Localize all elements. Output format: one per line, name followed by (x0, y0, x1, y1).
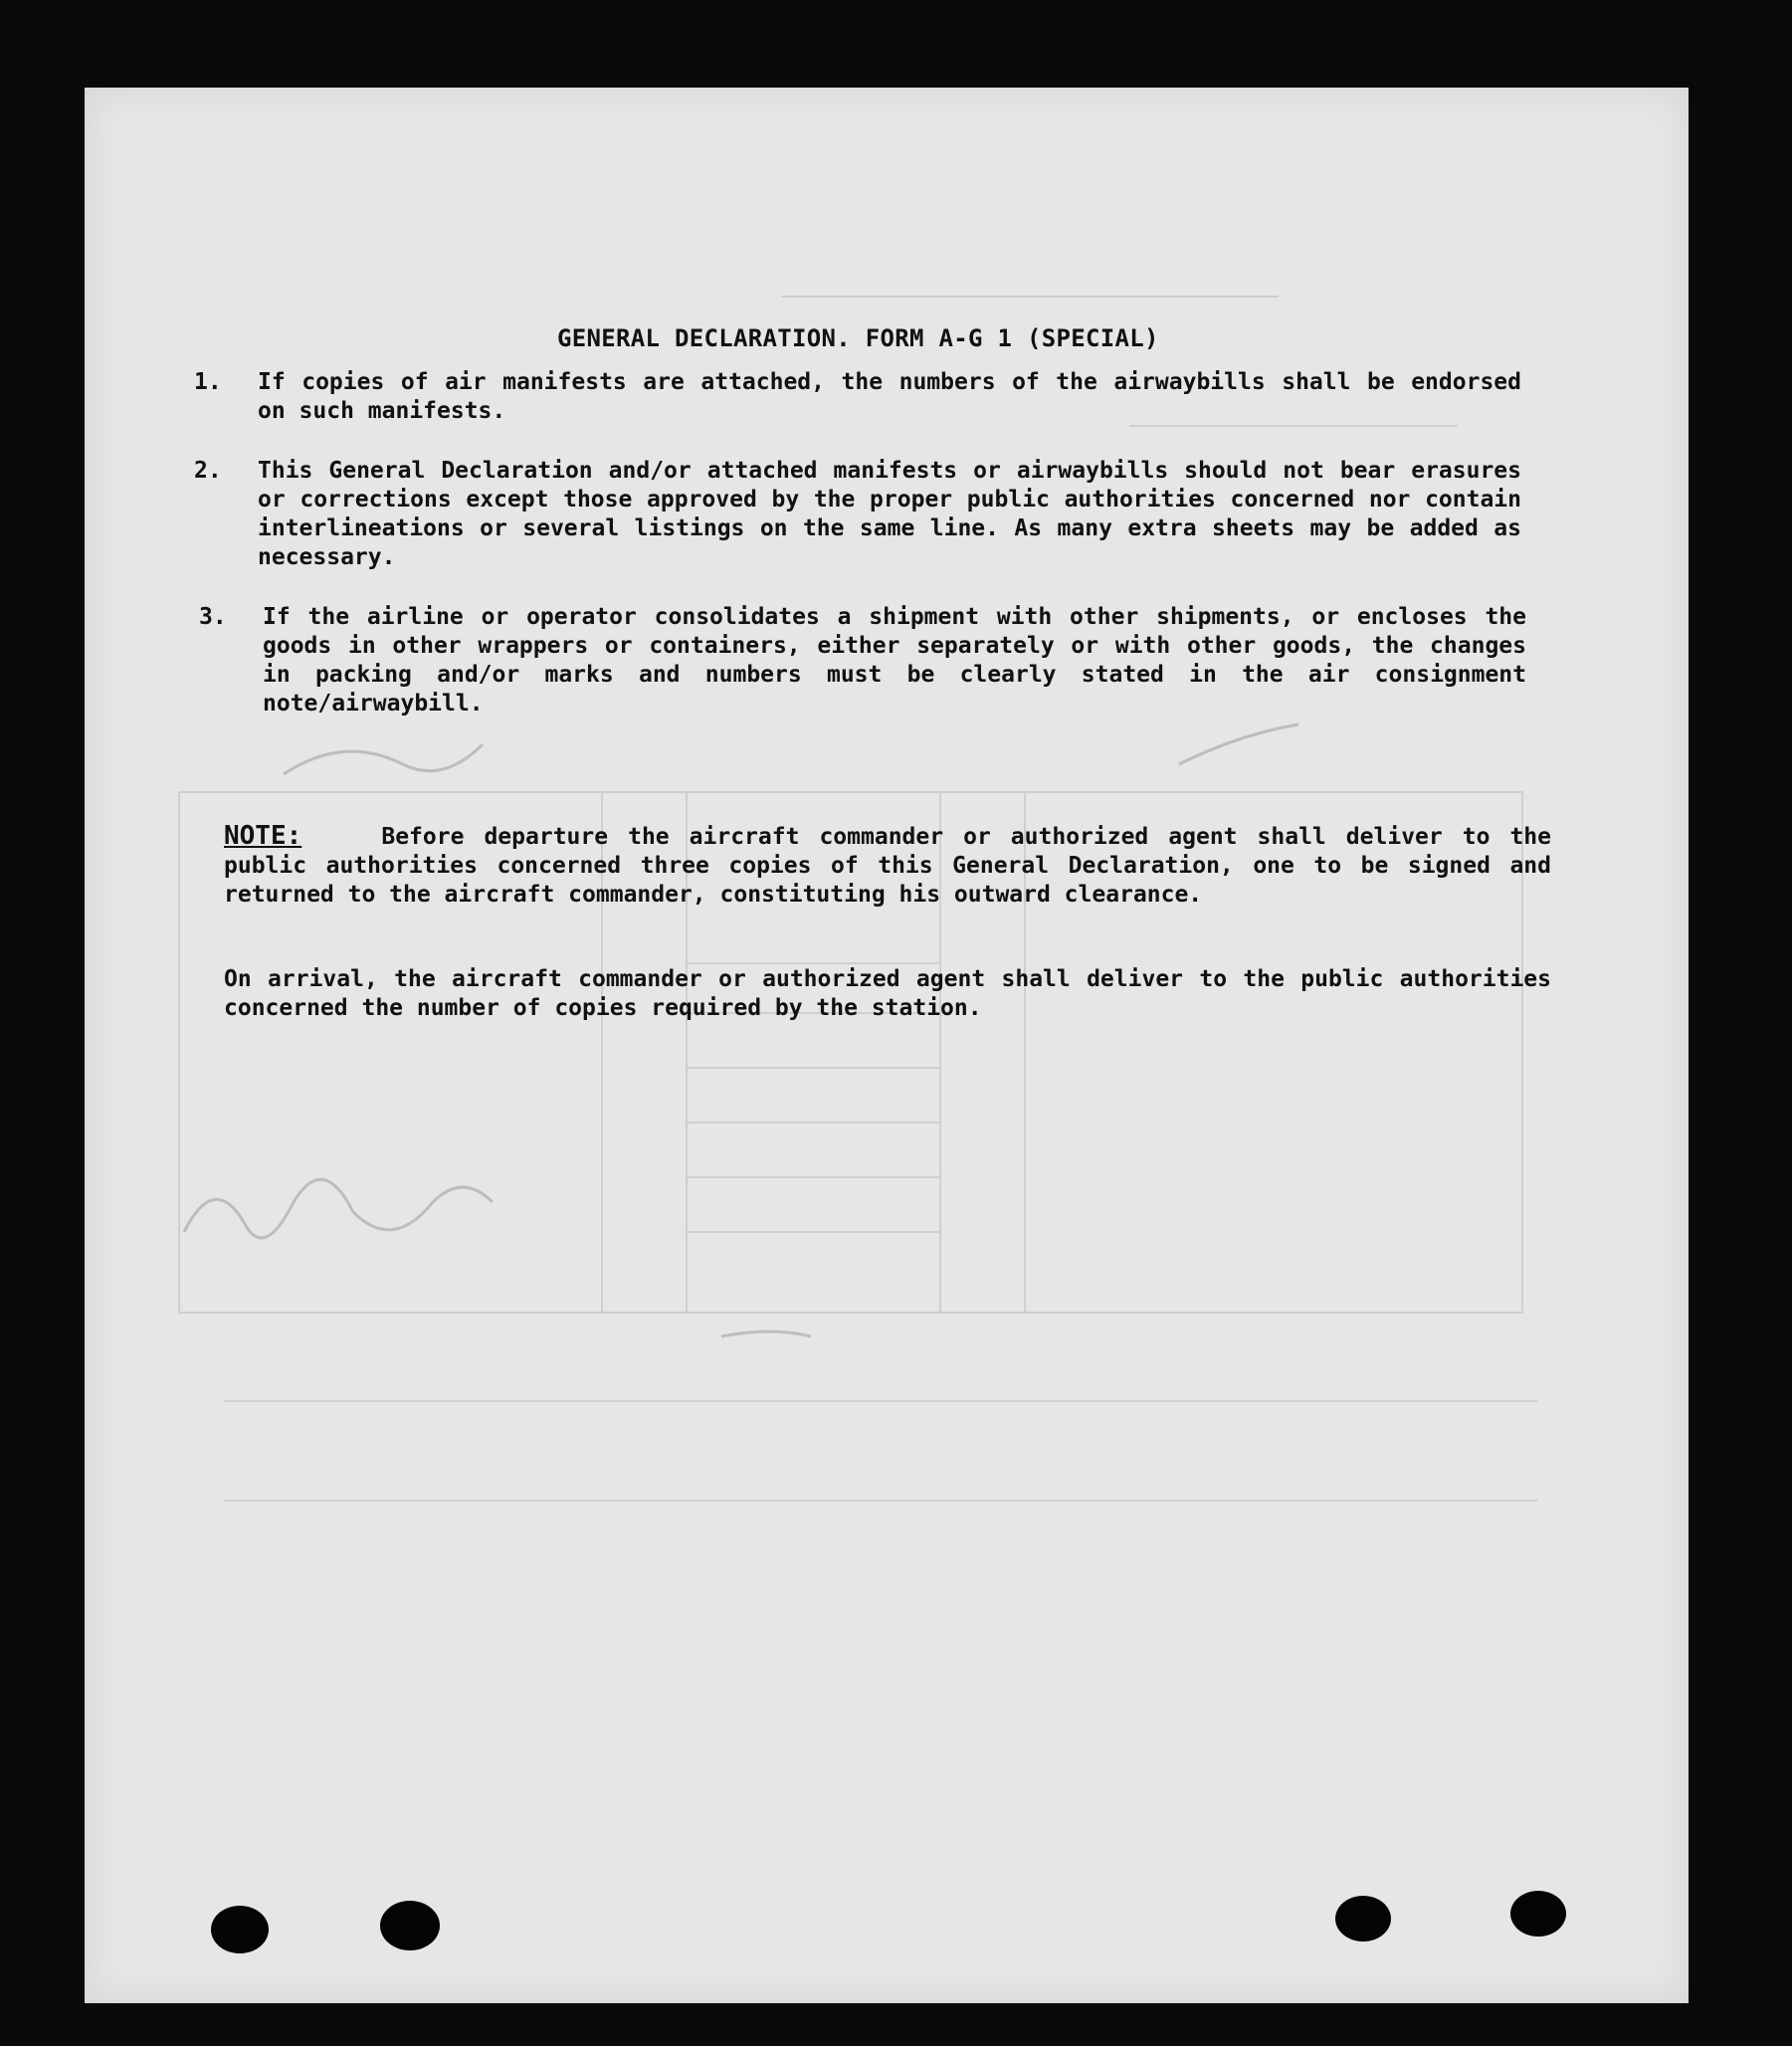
punch-hole (211, 1906, 269, 1953)
arrival-paragraph: On arrival, the aircraft commander or authorized agent shall deliver to the public authorities concerned the number of copies required by the station. (224, 966, 1551, 1021)
item-number: 2. (194, 458, 222, 484)
item-text: If copies of air manifests are attached, the numbers of the airwaybills shall be endorsed on such manifests. (258, 369, 1521, 424)
item-text: This General Declaration and/or attached manifests or airwaybills should not bear erasures or corrections except those approved by the proper public authorities concerned nor contain interlineations or several listings on the same line. As many extra sheets may be added as necessary. (258, 458, 1521, 570)
punch-hole (380, 1901, 440, 1950)
note-paragraph (224, 822, 1551, 910)
item-number: 3. (199, 604, 227, 630)
punch-hole (1335, 1896, 1391, 1942)
item-text: If the airline or operator consolidates a shipment with other shipments, or encloses the goods in other wrappers or containers, either separately or with other goods, the changes in packing and/or marks and numbers must be clearly stated in the air consignment note/airwaybill. (263, 604, 1526, 716)
document-page (85, 88, 1689, 2003)
form-title: GENERAL DECLARATION. FORM A-G 1 (SPECIAL) (557, 324, 1159, 352)
note-label: NOTE: (224, 821, 302, 851)
note-text: Before departure the aircraft commander or authorized agent shall deliver to the public authorities concerned three copies of this General Declaration, one to be signed and returned to the aircraft commander, constituting his outward clearance. (224, 824, 1552, 908)
punch-hole (1510, 1891, 1566, 1937)
item-number: 1. (194, 369, 222, 395)
